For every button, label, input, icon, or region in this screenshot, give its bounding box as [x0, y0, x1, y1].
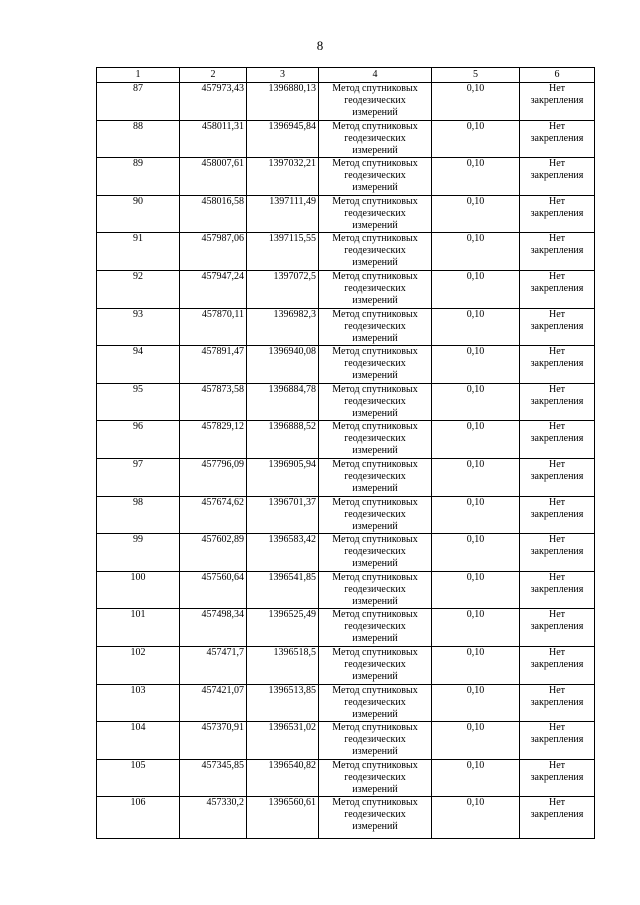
y-coordinate-cell: 1396525,49: [247, 609, 319, 647]
table-row: [97, 646, 595, 684]
x-coordinate-cell: 457829,12: [180, 421, 247, 459]
point-number-cell: 106: [97, 797, 180, 839]
column-header-5: 5: [432, 68, 520, 83]
table-body: [97, 83, 595, 839]
column-header-2: 2: [180, 68, 247, 83]
fixing-cell: Нет закрепления: [520, 120, 595, 158]
table-row: [97, 722, 595, 760]
x-coordinate-cell: 458011,31: [180, 120, 247, 158]
x-coordinate-cell: 457560,64: [180, 571, 247, 609]
x-coordinate-cell: 457421,07: [180, 684, 247, 722]
precision-cell: 0,10: [432, 571, 520, 609]
table-row: [97, 609, 595, 647]
method-cell: Метод спутниковых геодезических измерений: [319, 759, 432, 797]
table-row: [97, 571, 595, 609]
table-row: [97, 534, 595, 572]
y-coordinate-cell: 1397111,49: [247, 195, 319, 233]
precision-cell: 0,10: [432, 534, 520, 572]
table-row: [97, 421, 595, 459]
method-cell: Метод спутниковых геодезических измерений: [319, 270, 432, 308]
y-coordinate-cell: 1397115,55: [247, 233, 319, 271]
x-coordinate-cell: 457873,58: [180, 383, 247, 421]
x-coordinate-cell: 457987,06: [180, 233, 247, 271]
fixing-cell: Нет закрепления: [520, 383, 595, 421]
y-coordinate-cell: 1396560,61: [247, 797, 319, 839]
method-cell: Метод спутниковых геодезических измерений: [319, 421, 432, 459]
point-number-cell: 104: [97, 722, 180, 760]
y-coordinate-cell: 1397032,21: [247, 158, 319, 196]
method-cell: Метод спутниковых геодезических измерений: [319, 195, 432, 233]
column-header-6: 6: [520, 68, 595, 83]
method-cell: Метод спутниковых геодезических измерений: [319, 797, 432, 839]
x-coordinate-cell: 457602,89: [180, 534, 247, 572]
table-row: [97, 346, 595, 384]
precision-cell: 0,10: [432, 158, 520, 196]
point-number-cell: 103: [97, 684, 180, 722]
method-cell: Метод спутниковых геодезических измерений: [319, 684, 432, 722]
x-coordinate-cell: 457796,09: [180, 458, 247, 496]
fixing-cell: Нет закрепления: [520, 797, 595, 839]
point-number-cell: 105: [97, 759, 180, 797]
x-coordinate-cell: 458016,58: [180, 195, 247, 233]
precision-cell: 0,10: [432, 684, 520, 722]
table-row: [97, 383, 595, 421]
y-coordinate-cell: 1396513,85: [247, 684, 319, 722]
y-coordinate-cell: 1397072,5: [247, 270, 319, 308]
method-cell: Метод спутниковых геодезических измерений: [319, 346, 432, 384]
x-coordinate-cell: 457674,62: [180, 496, 247, 534]
y-coordinate-cell: 1396884,78: [247, 383, 319, 421]
y-coordinate-cell: 1396518,5: [247, 646, 319, 684]
method-cell: Метод спутниковых геодезических измерений: [319, 158, 432, 196]
y-coordinate-cell: 1396541,85: [247, 571, 319, 609]
point-number-cell: 95: [97, 383, 180, 421]
point-number-cell: 92: [97, 270, 180, 308]
x-coordinate-cell: 457973,43: [180, 83, 247, 121]
point-number-cell: 94: [97, 346, 180, 384]
point-number-cell: 88: [97, 120, 180, 158]
precision-cell: 0,10: [432, 83, 520, 121]
method-cell: Метод спутниковых геодезических измерений: [319, 646, 432, 684]
point-number-cell: 100: [97, 571, 180, 609]
method-cell: Метод спутниковых геодезических измерений: [319, 609, 432, 647]
table-row: [97, 684, 595, 722]
precision-cell: 0,10: [432, 421, 520, 459]
fixing-cell: Нет закрепления: [520, 571, 595, 609]
y-coordinate-cell: 1396880,13: [247, 83, 319, 121]
precision-cell: 0,10: [432, 458, 520, 496]
x-coordinate-cell: 457891,47: [180, 346, 247, 384]
method-cell: Метод спутниковых геодезических измерений: [319, 83, 432, 121]
method-cell: Метод спутниковых геодезических измерений: [319, 308, 432, 346]
method-cell: Метод спутниковых геодезических измерений: [319, 534, 432, 572]
y-coordinate-cell: 1396540,82: [247, 759, 319, 797]
y-coordinate-cell: 1396940,08: [247, 346, 319, 384]
x-coordinate-cell: 458007,61: [180, 158, 247, 196]
method-cell: Метод спутниковых геодезических измерений: [319, 458, 432, 496]
fixing-cell: Нет закрепления: [520, 534, 595, 572]
fixing-cell: Нет закрепления: [520, 684, 595, 722]
point-number-cell: 89: [97, 158, 180, 196]
point-number-cell: 99: [97, 534, 180, 572]
table-row: [97, 195, 595, 233]
method-cell: Метод спутниковых геодезических измерений: [319, 571, 432, 609]
fixing-cell: Нет закрепления: [520, 609, 595, 647]
method-cell: Метод спутниковых геодезических измерений: [319, 120, 432, 158]
table-row: [97, 120, 595, 158]
point-number-cell: 101: [97, 609, 180, 647]
y-coordinate-cell: 1396945,84: [247, 120, 319, 158]
precision-cell: 0,10: [432, 646, 520, 684]
fixing-cell: Нет закрепления: [520, 83, 595, 121]
precision-cell: 0,10: [432, 233, 520, 271]
method-cell: Метод спутниковых геодезических измерений: [319, 496, 432, 534]
fixing-cell: Нет закрепления: [520, 458, 595, 496]
table-row: [97, 308, 595, 346]
fixing-cell: Нет закрепления: [520, 346, 595, 384]
table-row: [97, 458, 595, 496]
precision-cell: 0,10: [432, 609, 520, 647]
fixing-cell: Нет закрепления: [520, 195, 595, 233]
point-number-cell: 102: [97, 646, 180, 684]
table-row: [97, 496, 595, 534]
precision-cell: 0,10: [432, 383, 520, 421]
table-row: [97, 759, 595, 797]
fixing-cell: Нет закрепления: [520, 158, 595, 196]
precision-cell: 0,10: [432, 759, 520, 797]
fixing-cell: Нет закрепления: [520, 722, 595, 760]
precision-cell: 0,10: [432, 346, 520, 384]
table-row: [97, 83, 595, 121]
column-header-3: 3: [247, 68, 319, 83]
precision-cell: 0,10: [432, 308, 520, 346]
point-number-cell: 91: [97, 233, 180, 271]
precision-cell: 0,10: [432, 496, 520, 534]
x-coordinate-cell: 457870,11: [180, 308, 247, 346]
x-coordinate-cell: 457370,91: [180, 722, 247, 760]
table-row: [97, 233, 595, 271]
table-row: [97, 270, 595, 308]
y-coordinate-cell: 1396905,94: [247, 458, 319, 496]
x-coordinate-cell: 457330,2: [180, 797, 247, 839]
fixing-cell: Нет закрепления: [520, 496, 595, 534]
x-coordinate-cell: 457498,34: [180, 609, 247, 647]
precision-cell: 0,10: [432, 195, 520, 233]
y-coordinate-cell: 1396531,02: [247, 722, 319, 760]
x-coordinate-cell: 457345,85: [180, 759, 247, 797]
y-coordinate-cell: 1396701,37: [247, 496, 319, 534]
point-number-cell: 96: [97, 421, 180, 459]
y-coordinate-cell: 1396583,42: [247, 534, 319, 572]
precision-cell: 0,10: [432, 722, 520, 760]
y-coordinate-cell: 1396982,3: [247, 308, 319, 346]
point-number-cell: 90: [97, 195, 180, 233]
fixing-cell: Нет закрепления: [520, 308, 595, 346]
fixing-cell: Нет закрепления: [520, 233, 595, 271]
point-number-cell: 98: [97, 496, 180, 534]
precision-cell: 0,10: [432, 270, 520, 308]
table-header-row: [97, 68, 595, 83]
x-coordinate-cell: 457471,7: [180, 646, 247, 684]
column-header-4: 4: [319, 68, 432, 83]
precision-cell: 0,10: [432, 120, 520, 158]
coordinates-table: [96, 67, 595, 839]
point-number-cell: 93: [97, 308, 180, 346]
fixing-cell: Нет закрепления: [520, 270, 595, 308]
x-coordinate-cell: 457947,24: [180, 270, 247, 308]
point-number-cell: 97: [97, 458, 180, 496]
page-number: 8: [316, 38, 324, 53]
fixing-cell: Нет закрепления: [520, 421, 595, 459]
fixing-cell: Нет закрепления: [520, 759, 595, 797]
point-number-cell: 87: [97, 83, 180, 121]
y-coordinate-cell: 1396888,52: [247, 421, 319, 459]
table-row: [97, 797, 595, 839]
method-cell: Метод спутниковых геодезических измерений: [319, 233, 432, 271]
fixing-cell: Нет закрепления: [520, 646, 595, 684]
method-cell: Метод спутниковых геодезических измерений: [319, 722, 432, 760]
precision-cell: 0,10: [432, 797, 520, 839]
column-header-1: 1: [97, 68, 180, 83]
method-cell: Метод спутниковых геодезических измерений: [319, 383, 432, 421]
table-row: [97, 158, 595, 196]
